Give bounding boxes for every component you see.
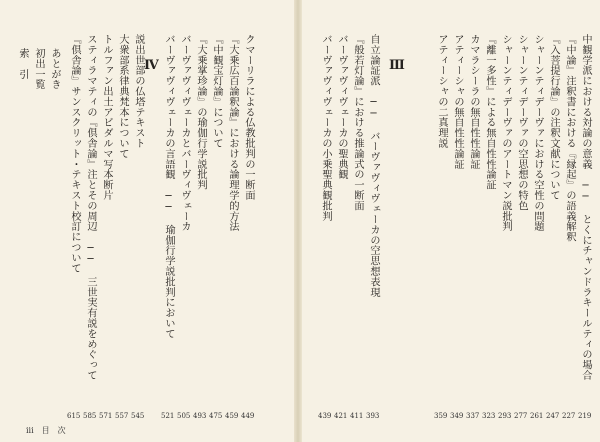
toc-entry-page-number: 293 — [498, 412, 512, 420]
toc-entry-page-number: 247 — [546, 412, 560, 420]
toc-entry-page-number: 323 — [482, 412, 496, 420]
toc-entry-page-number: 359 — [434, 412, 448, 420]
toc-entry-page-number: 449 — [241, 412, 255, 420]
toc-entry-title: 索 引 — [17, 48, 28, 80]
toc-entry-title: スティラマティの『倶舎論』注とその周辺 ── 三世実有説をめぐって — [85, 34, 96, 381]
toc-entry-title: クマーリラによる仏教批判の一断面 — [243, 34, 254, 201]
toc-entry-page-number: 421 — [334, 412, 348, 420]
toc-entry-title: 『離一多性』による無自性性論証 — [484, 34, 495, 190]
toc-entry-title: 『般若灯論』における推論式の一断面 — [352, 34, 363, 211]
toc-entry-title: シャーンティデーヴァにおける空性の問題 — [532, 34, 543, 232]
toc-entry-page-number: 439 — [318, 412, 332, 420]
toc-entry-page-number: 219 — [578, 412, 592, 420]
toc-entry-title: 『大乗掌珍論』の瑜伽行学説批判 — [195, 34, 206, 190]
toc-entry-title: シャーンティデーヴァの空思想の特色 — [516, 34, 527, 211]
page-footer: iii 目 次 — [26, 426, 66, 435]
toc-entry-title: 中観学派における対論の意義 ── とくにチャンドラキールティの場合 — [580, 34, 591, 381]
toc-entry-title: 自立論証派 ── バーヴァヴィヴェーカの空思想表現 — [368, 34, 379, 298]
toc-entry-title: あとがき — [49, 48, 60, 90]
section-heading-3: Ⅲ — [389, 58, 406, 73]
toc-entry-page-number: 227 — [562, 412, 576, 420]
toc-entry-title: アティーシャの二真理説 — [436, 34, 447, 149]
toc-entry-page-number: 615 — [67, 412, 81, 420]
toc-entry-page-number: 349 — [450, 412, 464, 420]
toc-entry-title: カマラシーラの無自性性論証 — [468, 34, 479, 170]
toc-entry-page-number: 585 — [83, 412, 97, 420]
book-gutter — [294, 0, 302, 442]
toc-entry-page-number: 493 — [193, 412, 207, 420]
toc-entry-page-number: 475 — [209, 412, 223, 420]
toc-entry-title: 『中論』注釈書における『縁起』の語義解釈 — [564, 34, 575, 242]
toc-entry-title: バーヴァヴィヴェーカの聖典観 — [336, 34, 347, 180]
toc-entry-title: バーヴァヴィヴェーカの言語観 ── 瑜伽行学説批判において — [163, 34, 174, 339]
toc-entry-title: 『入菩提行論』の注釈文献について — [548, 34, 559, 201]
toc-entry-title: シャーンティデーヴァのアートマン説批判 — [500, 34, 511, 232]
toc-entry-page-number: 411 — [350, 412, 364, 420]
toc-entry-page-number: 571 — [99, 412, 113, 420]
toc-entry-title: 説出世部の仏塔テキスト — [133, 34, 144, 149]
toc-entry-page-number: 337 — [466, 412, 480, 420]
toc-entry-title: 『大乗広百論釈論』における論理学的方法 — [227, 34, 238, 232]
toc-entry-page-number: 521 — [161, 412, 175, 420]
toc-entry-page-number: 557 — [115, 412, 129, 420]
toc-entry-title: バーヴァヴィヴェーカとバーヴィヴェーカ — [179, 34, 190, 232]
section-heading-4: Ⅳ — [144, 58, 160, 73]
toc-entry-title: トルファン出土アビダルマ写本断片 — [101, 34, 112, 201]
toc-entry-page-number: 459 — [225, 412, 239, 420]
toc-entry-title: 初出一覧 — [33, 48, 44, 90]
toc-entry-title: バーヴァヴィヴェーカの小乗聖典観批判 — [320, 34, 331, 222]
toc-entry-title: 『倶舎論』サンスクリット・テキスト校訂について — [69, 34, 80, 274]
toc-entry-page-number: 261 — [530, 412, 544, 420]
toc-entry-title: アティーシャの無自性性論証 — [452, 34, 463, 170]
toc-entry-page-number: 277 — [514, 412, 528, 420]
toc-entry-page-number: 393 — [366, 412, 380, 420]
toc-entry-page-number: 505 — [177, 412, 191, 420]
toc-entry-title: 『中観宝灯論』について — [211, 34, 222, 149]
toc-entry-title: 大衆部系律典梵本について — [117, 34, 128, 159]
toc-entry-page-number: 545 — [131, 412, 145, 420]
